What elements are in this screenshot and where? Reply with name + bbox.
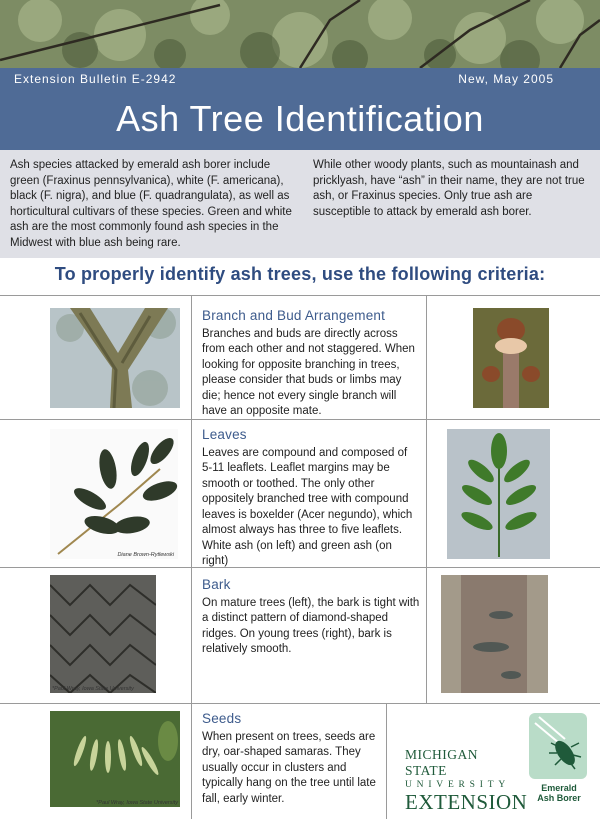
bud-photo [473, 308, 549, 408]
intro-column-right: While other woody plants, such as mountainash and pricklyash, have “ash” in their name, they are not true ash, or Fraxinus species. Only true ash are susceptible to attack by emerald ash borer. [313, 159, 585, 218]
section-title: Leaves [202, 427, 247, 442]
bulletin-number: Extension Bulletin E-2942 [14, 72, 177, 86]
section-bark [0, 567, 600, 703]
mature-bark-photo [50, 575, 156, 693]
emerald-ash-borer-label [527, 783, 591, 803]
white-ash-leaf-photo [50, 429, 178, 559]
eab-label-line2: Ash Borer [537, 793, 581, 803]
emerald-ash-borer-badge [529, 713, 587, 779]
photo-credit: *Paul Wray, Iowa State University [52, 686, 134, 692]
page-title: Ash Tree Identification [116, 98, 484, 139]
intro-band [0, 150, 600, 258]
msu-logo-line2: UNIVERSITY [405, 780, 510, 790]
publication-date: New, May 2005 [458, 72, 554, 86]
beetle-icon [529, 713, 587, 779]
green-ash-leaf-photo [447, 429, 550, 559]
msu-logo-line3: EXTENSION [405, 790, 528, 814]
criteria-heading: To properly identify ash trees, use the following criteria: [54, 264, 546, 284]
young-bark-photo [441, 575, 548, 693]
section-body: On mature trees (left), the bark is tight with a distinct pattern of diamond-shaped ridges. On young trees (right), bark is relatively smooth. [202, 596, 420, 655]
emerald-ash-borer-logo [527, 713, 591, 813]
banner-photo [0, 0, 600, 68]
header-band [0, 68, 600, 150]
section-text [202, 427, 420, 570]
section-title: Seeds [202, 711, 242, 726]
section-leaves [0, 419, 600, 567]
photo-credit: *Paul Wray, Iowa State University [96, 800, 178, 806]
section-text [202, 577, 420, 658]
section-text [202, 711, 384, 807]
section-title: Branch and Bud Arrangement [202, 308, 386, 323]
msu-extension-logo [405, 747, 528, 815]
photo-credit: Diane Brown-Rytlewski [117, 552, 174, 558]
section-title: Bark [202, 577, 231, 592]
section-body: When present on trees, seeds are dry, oar-shaped samaras. They usually occur in clusters and typically hang on the tree until late fall, early winter. [202, 730, 376, 805]
section-branch-bud [0, 295, 600, 419]
intro-column-left: Ash species attacked by emerald ash borer include green (Fraxinus pennsylvanica), white (F. americana), black (F. nigra), and blue (F. quadrangulata), as well as horticultural cultivars of these species. Green and white ash are the most commonly found ash species in the Midwest with blue ash being rare. [10, 159, 292, 249]
branch-photo [50, 308, 180, 408]
eab-label-line1: Emerald [541, 783, 577, 793]
logo-area [401, 707, 600, 819]
section-body: Leaves are compound and composed of 5-11 leaflets. Leaflet margins may be smooth or toothed. The only other oppositely branched tree with compound leaves is boxelder (Acer negundo), which almost always has three to five leaflets. White ash (on left) and green ash (on right) [202, 446, 413, 567]
msu-logo-line1: MICHIGAN STATE [405, 747, 478, 778]
seeds-photo [50, 711, 180, 807]
section-text [202, 308, 420, 420]
section-body: Branches and buds are directly across from each other and not staggered. When looking for opposite branching in trees, please consider that buds or limbs may die; hence not every single branch will have an opposite mate. [202, 327, 415, 417]
